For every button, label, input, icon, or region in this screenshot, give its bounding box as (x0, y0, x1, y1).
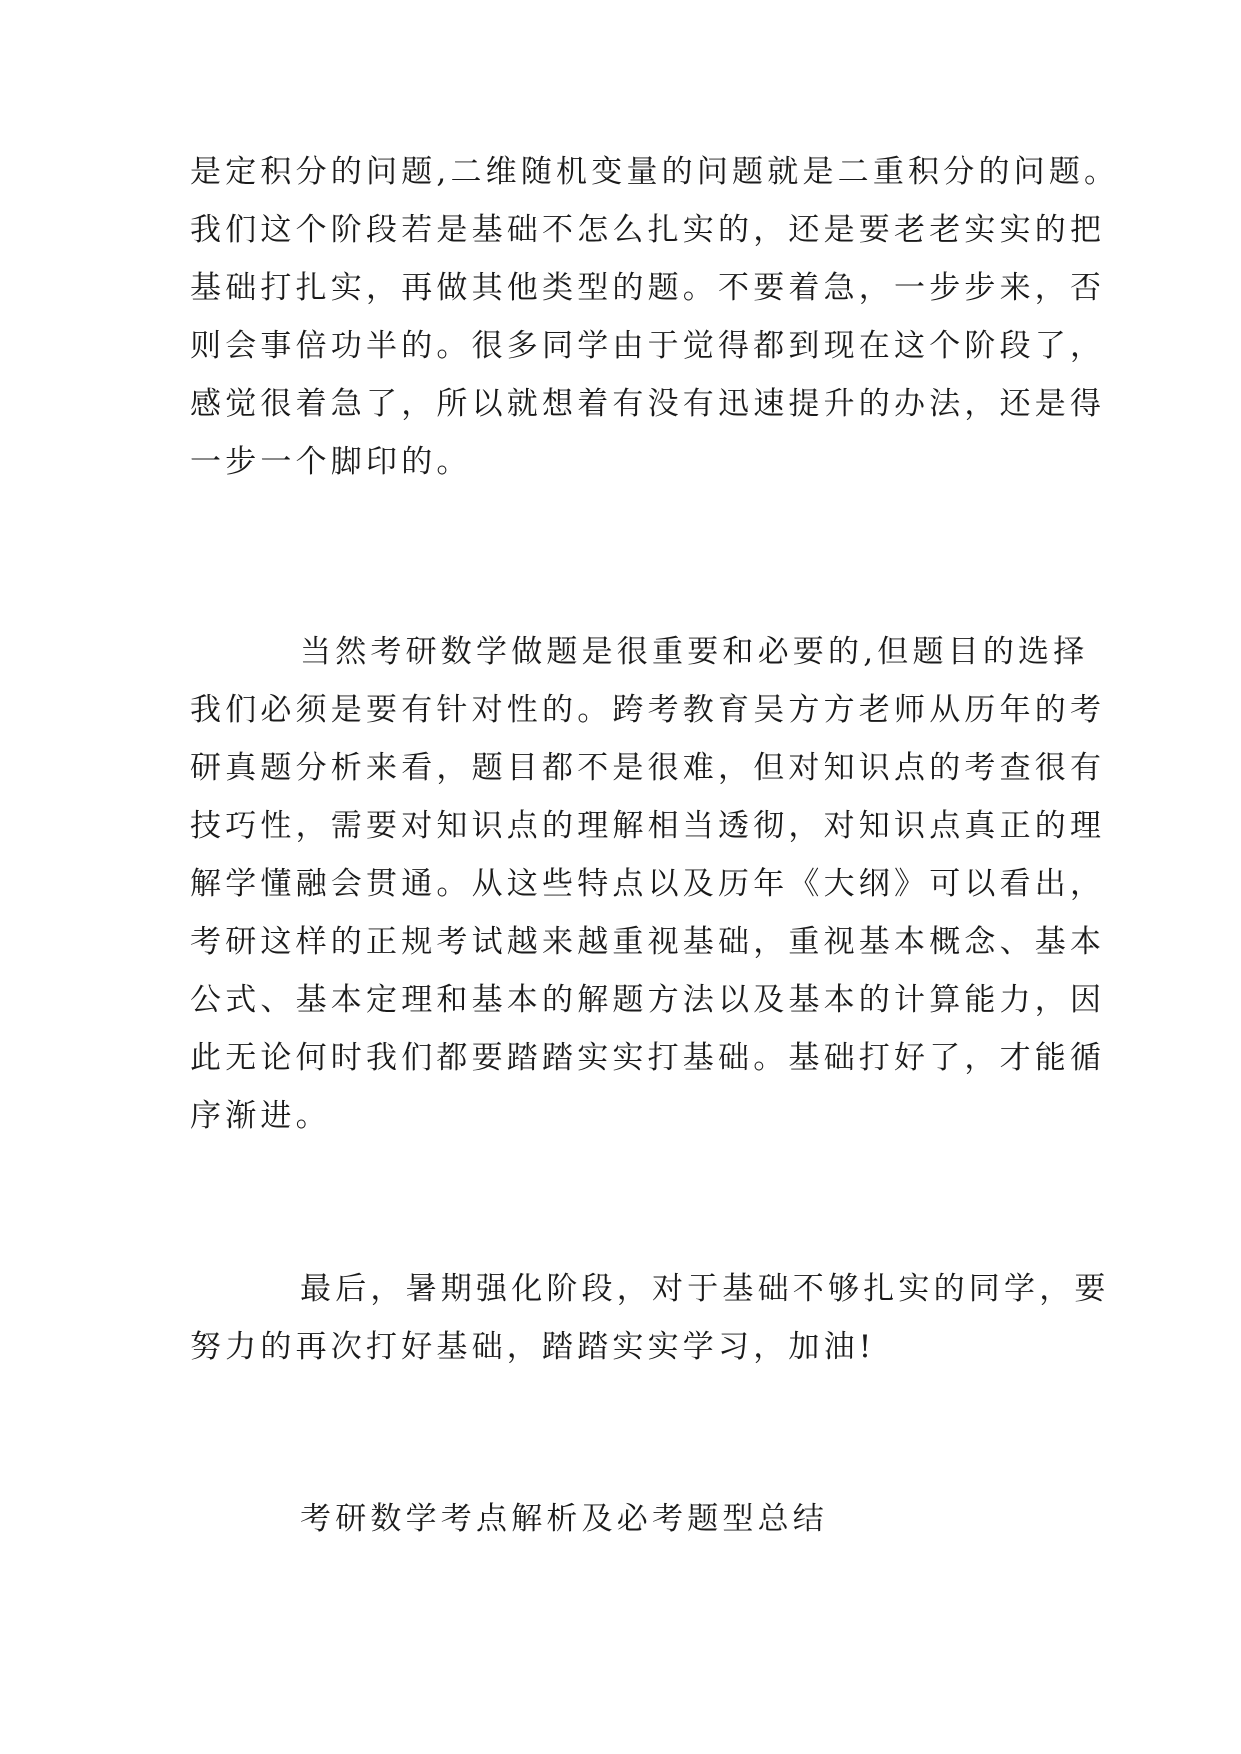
paragraph-line: 当然考研数学做题是很重要和必要的,但题目的选择 (300, 634, 1089, 670)
paragraph-line: 解学懂融会贯通。从这些特点以及历年《大纲》可以看出， (190, 866, 1106, 902)
paragraph-line: 公式、基本定理和基本的解题方法以及基本的计算能力，因 (190, 982, 1106, 1018)
paragraph-line: 最后，暑期强化阶段，对于基础不够扎实的同学，要 (300, 1271, 1110, 1307)
paragraph-line: 则会事倍功半的。很多同学由于觉得都到现在这个阶段了， (190, 328, 1106, 364)
paragraph-line: 基础打扎实，再做其他类型的题。不要着急，一步步来，否 (190, 270, 1106, 306)
paragraph-line: 序渐进。 (190, 1098, 331, 1134)
paragraph-line: 考研这样的正规考试越来越重视基础，重视基本概念、基本 (190, 924, 1106, 960)
paragraph-line: 此无论何时我们都要踏踏实实打基础。基础打好了，才能循 (190, 1040, 1106, 1076)
paragraph-line: 我们必须是要有针对性的。跨考教育吴方方老师从历年的考 (190, 692, 1106, 728)
section-heading: 考研数学考点解析及必考题型总结 (300, 1501, 828, 1537)
paragraph-line: 努力的再次打好基础，踏踏实实学习，加油! (190, 1329, 876, 1365)
paragraph-line: 技巧性，需要对知识点的理解相当透彻，对知识点真正的理 (190, 808, 1106, 844)
paragraph-line: 是定积分的问题,二维随机变量的问题就是二重积分的问题。 (190, 154, 1120, 190)
paragraph-line: 一步一个脚印的。 (190, 444, 472, 480)
paragraph-line: 我们这个阶段若是基础不怎么扎实的，还是要老老实实的把 (190, 212, 1106, 248)
paragraph-line: 感觉很着急了，所以就想着有没有迅速提升的办法，还是得 (190, 386, 1106, 422)
paragraph-line: 研真题分析来看，题目都不是很难，但对知识点的考查很有 (190, 750, 1106, 786)
